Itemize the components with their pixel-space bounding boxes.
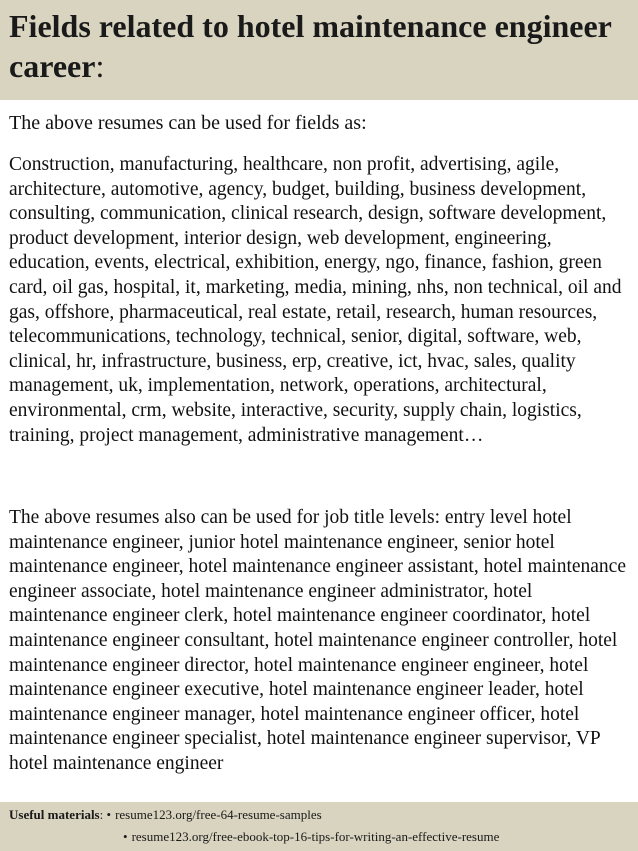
- job-levels-text: The above resumes also can be used for job title levels: entry level hotel maintenance engineer, junior hotel maintenance engineer, senior hotel maintenance engineer, hotel maintenance engineer assistant, hotel maintenance engineer associate, hotel maintenance engineer administrator, hotel maintenance engineer clerk, hotel maintenance engineer coordinator, hotel maintenance engineer consultant, hotel maintenance engineer controller, hotel maintenance engineer director, hotel maintenance engineer engineer, hotel maintenance engineer executive, hotel maintenance engineer leader, hotel maintenance engineer manager, hotel maintenance engineer officer, hotel maintenance engineer specialist, hotel maintenance engineer supervisor, VP hotel maintenance engineer: [9, 507, 626, 774]
- footer-link-ebook-tips[interactable]: resume123.org/free-ebook-top-16-tips-for-writing-an-effective-resume: [131, 829, 500, 844]
- page-title-text: Fields related to hotel maintenance engineer career: [9, 8, 612, 84]
- footer-band: [0, 802, 638, 851]
- useful-materials-colon: :: [99, 807, 104, 822]
- useful-materials-label: Useful materials: [9, 807, 100, 822]
- footer-link-resume-samples[interactable]: resume123.org/free-64-resume-samples: [115, 807, 322, 822]
- title-band: [0, 0, 638, 100]
- footer-row-1: [9, 805, 322, 825]
- bullet-icon: •: [123, 829, 128, 844]
- page-title-colon: :: [95, 48, 105, 84]
- footer-row-2: [123, 827, 499, 847]
- intro-text: The above resumes can be used for fields as:: [9, 112, 367, 134]
- bullet-icon: •: [106, 807, 112, 822]
- page-title: [9, 6, 629, 86]
- fields-list: Construction, manufacturing, healthcare, non profit, advertising, agile, architecture, automotive, agency, budget, building, business development, consulting, communication, clinical research, design, software development, product development, interior design, web development, engineering, education, events, electrical, exhibition, energy, ngo, finance, fashion, green card, oil gas, hospital, it, marketing, media, mining, nhs, non technical, oil and gas, offshore, pharmaceutical, real estate, retail, research, human resources, telecommunications, technology, technical, senior, digital, software, web, clinical, hr, infrastructure, business, erp, creative, ict, hvac, sales, quality management, uk, implementation, network, operations, architectural, environmental, crm, website, interactive, security, supply chain, logistics, training, project management, administrative management…: [9, 154, 622, 446]
